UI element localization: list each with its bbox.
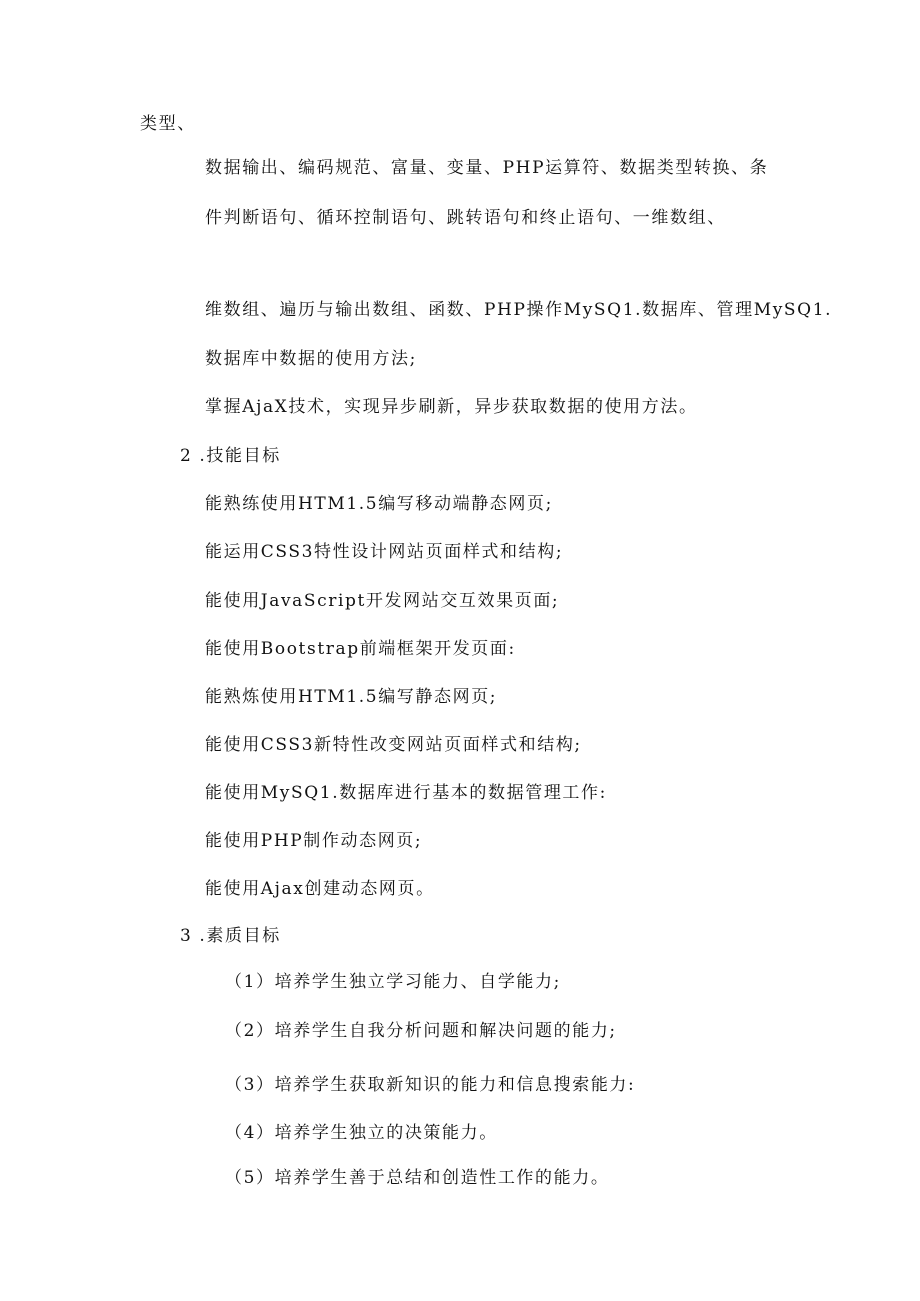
knowledge-line: 件判断语句、循环控制语句、跳转语句和终止语句、一维数组、: [205, 208, 726, 228]
skill-item: 能使用CSS3新特性改变网站页面样式和结构;: [205, 735, 582, 755]
skill-item: 能使用Bootstrap前端框架开发页面:: [205, 639, 516, 659]
quality-heading: 3 .素质目标: [180, 926, 281, 946]
quality-item: （5）培养学生善于总结和创造性工作的能力。: [225, 1168, 610, 1188]
skill-item: 能使用Ajax创建动态网页。: [205, 879, 435, 899]
quality-item: （4）培养学生独立的决策能力。: [225, 1123, 498, 1143]
skill-item: 能运用CSS3特性设计网站页面样式和结构;: [205, 542, 564, 562]
knowledge-line: 数据输出、编码规范、富量、变量、PHP运算符、数据类型转换、条: [205, 158, 769, 178]
quality-item: （3）培养学生获取新知识的能力和信息搜索能力:: [225, 1075, 636, 1095]
skill-item: 能使用MySQ1.数据库进行基本的数据管理工作:: [205, 783, 607, 803]
skill-heading: 2 .技能目标: [180, 446, 281, 466]
knowledge-line: 数据库中数据的使用方法;: [205, 349, 417, 369]
skill-item: 能使用JavaScript开发网站交互效果页面;: [205, 591, 560, 611]
continued-line: 类型、: [140, 114, 196, 134]
skill-item: 能使用PHP制作动态网页;: [205, 831, 423, 851]
quality-item: （1）培养学生独立学习能力、自学能力;: [225, 972, 561, 992]
knowledge-line: 维数组、遍历与输出数组、函数、PHP操作MySQ1.数据库、管理MySQ1.: [205, 300, 833, 320]
skill-item: 能熟练使用HTM1.5编写移动端静态网页;: [205, 494, 553, 514]
quality-item: （2）培养学生自我分析问题和解决问题的能力;: [225, 1021, 617, 1041]
skill-item: 能熟炼使用HTM1.5编写静态网页;: [205, 687, 498, 707]
knowledge-line: 掌握AjaX技术，实现异步刷新，异步获取数据的使用方法。: [205, 397, 698, 417]
